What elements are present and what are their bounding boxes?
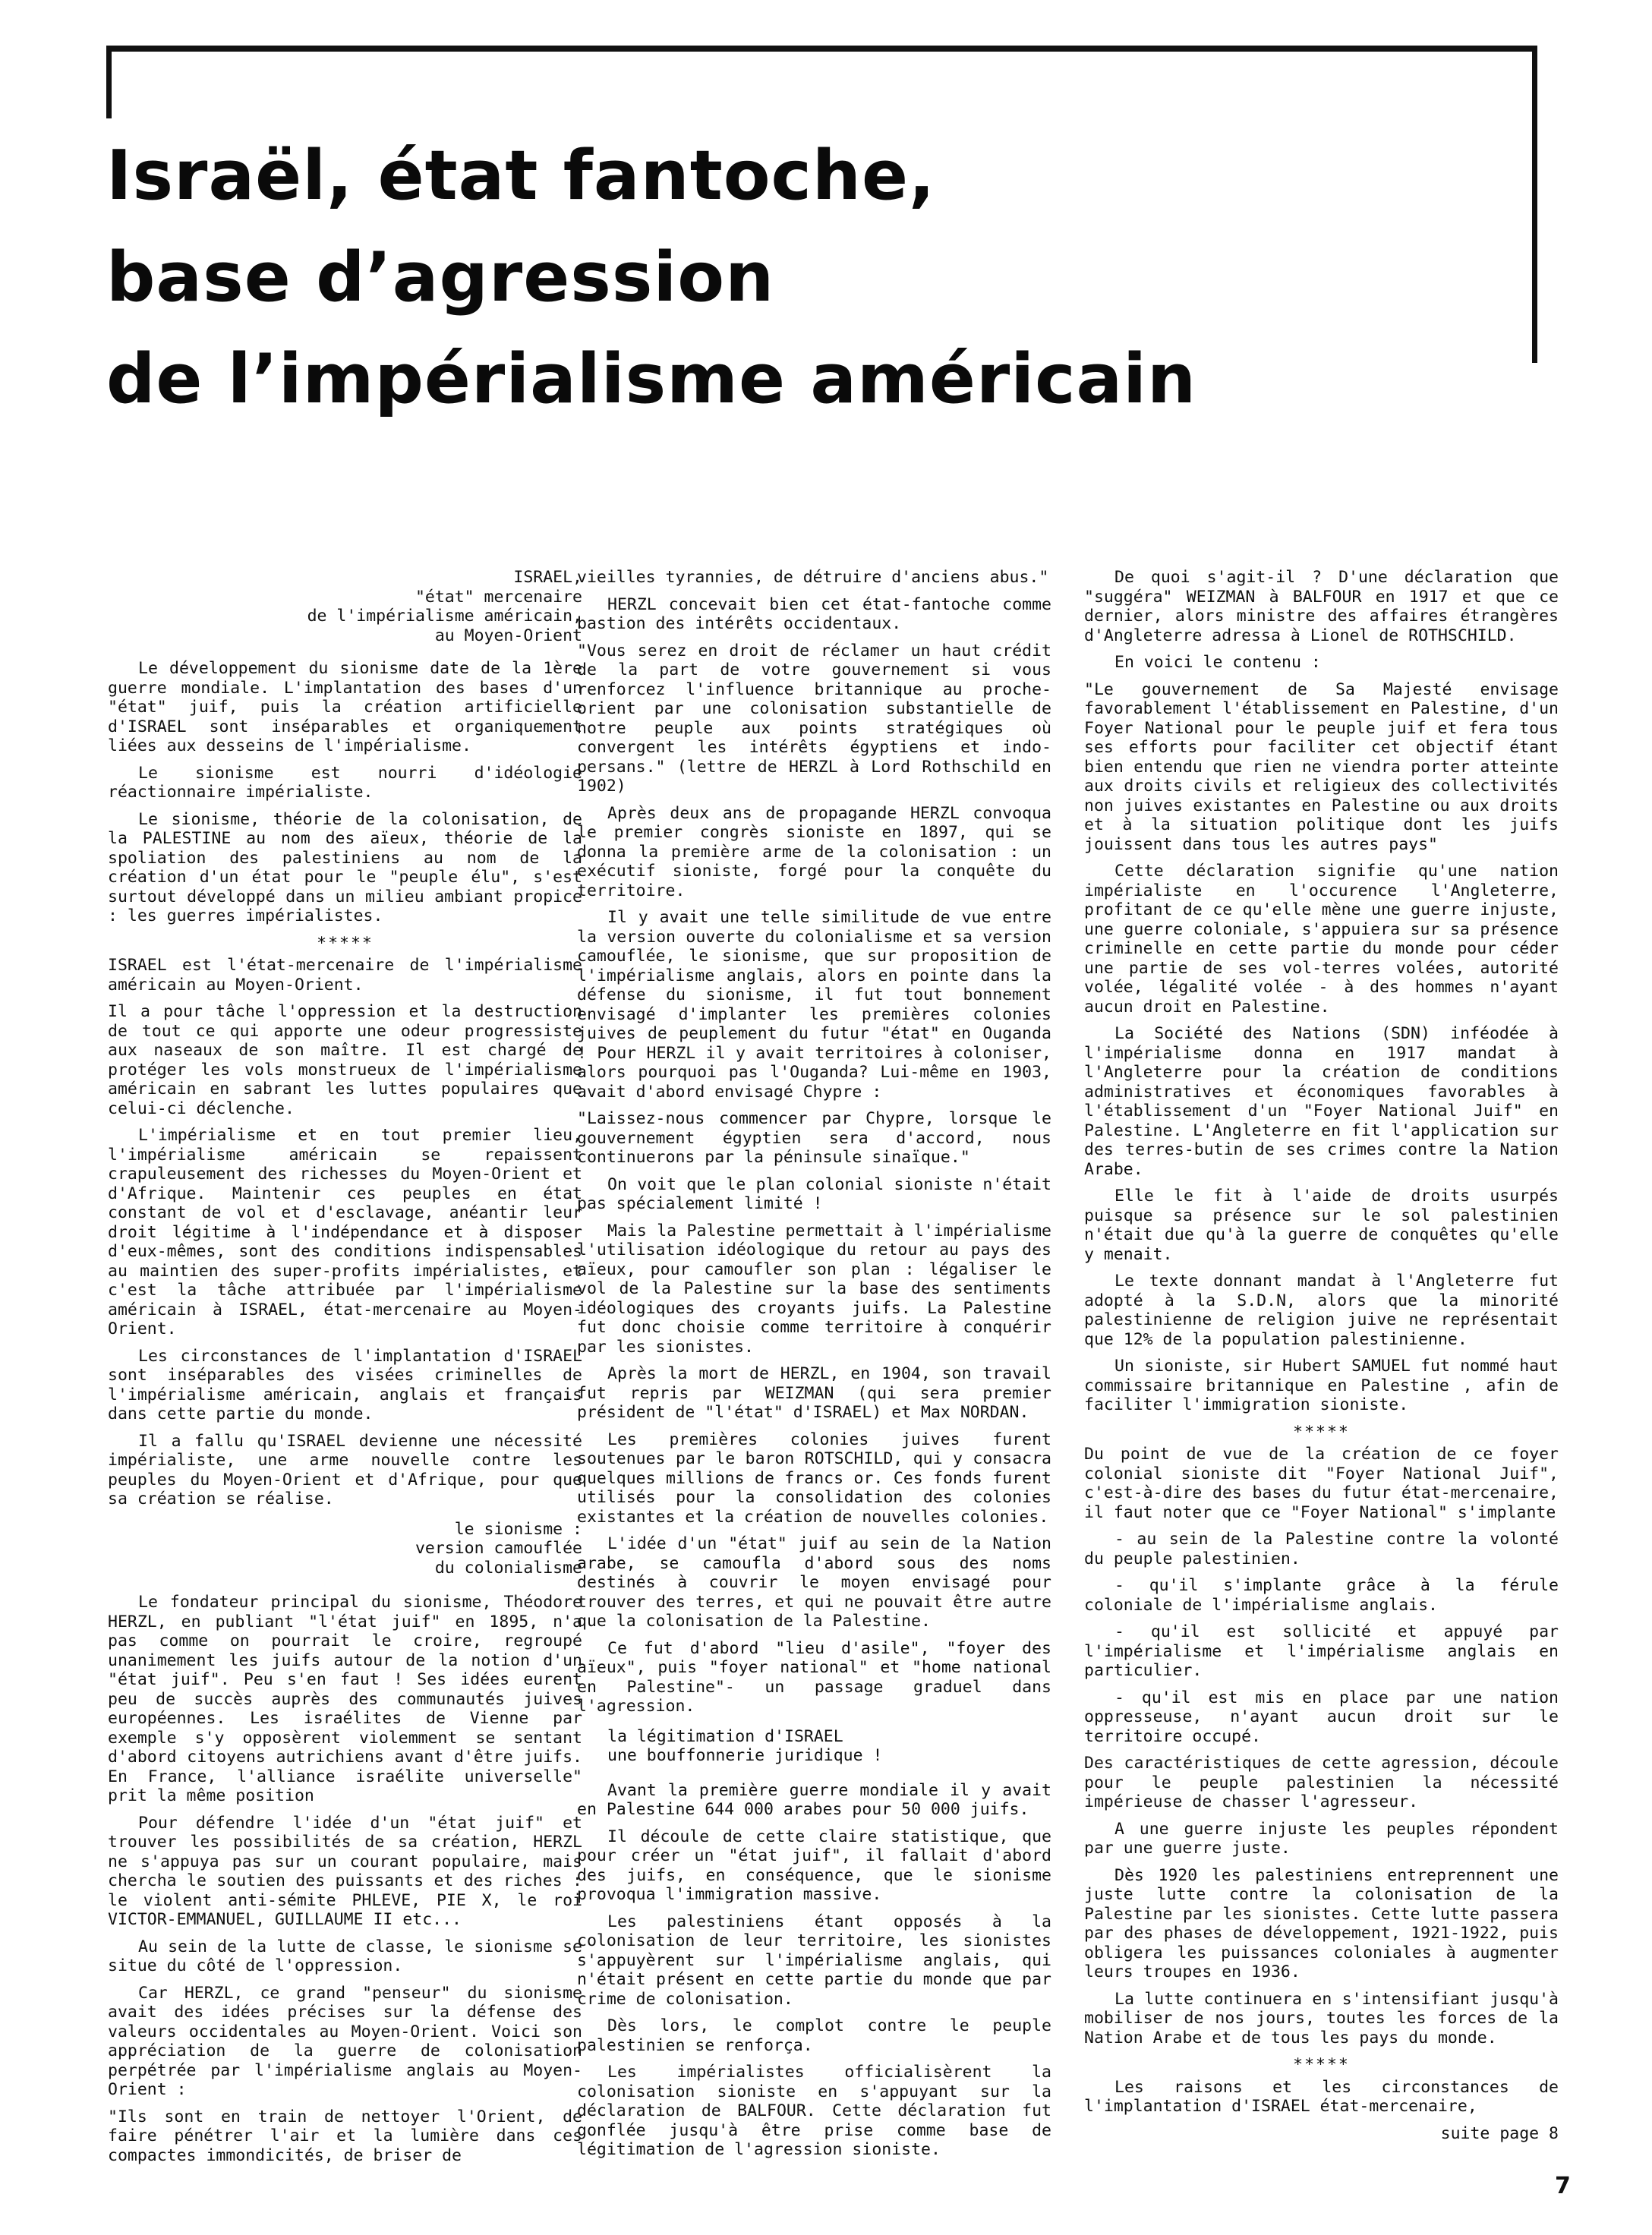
article-headline — [106, 125, 1549, 430]
paragraph: La lutte continuera en s'intensifiant jusqu'à mobiliser de nos jours, toutes les forces de la Nation Arabe et de tous les pays du monde. — [1084, 1989, 1559, 2047]
paragraph: Il découle de cette claire statistique, que pour créer un "état juif", il fallait d'abord des juifs, en conséquence, que le sionisme provoqua l'immigration massive. — [577, 1827, 1051, 1904]
paragraph: Dès lors, le complot contre le peuple palestinien se renforça. — [577, 2016, 1051, 2055]
list-item: - au sein de la Palestine contre la volonté du peuple palestinien. — [1084, 1530, 1559, 1568]
title-frame-left-rule — [106, 46, 112, 118]
paragraph: Le fondateur principal du sionisme, Théodore HERZL, en publiant "l'état juif" en 1895, n'a pas comme on pourrait le croire, regroupé unanimement les juifs autour de la notion d'un "état juif". Peu s'en faut ! Ses idées eurent peu de succès auprès des communautés juives européennes. Les israélites de Vienne par exemple s'y opposèrent violemment se sentant d'abord citoyens autrichiens avant d'être juifs. En France, l'alliance israélite universelle" prit la même position — [108, 1593, 582, 1805]
paragraph: Il a pour tâche l'oppression et la destruction de tout ce qui apporte une odeur progressiste aux naseaux de son maître. Il est chargé de protéger les vols monstrueux de l'impérialisme américain en sabrant les luttes populaires que celui-ci déclenche. — [108, 1002, 582, 1118]
paragraph: Les impérialistes officialisèrent la colonisation sioniste en s'appuyant sur la déclaration de BALFOUR. Cette déclaration fut gonflée jusqu'à être prise comme base de légitimation de l'agression sioniste. — [577, 2063, 1051, 2159]
section-subheading: la légitimation d'ISRAEL une bouffonnerie juridique ! — [607, 1726, 883, 1765]
section-divider: ***** — [1293, 2055, 1350, 2074]
quote-paragraph: "Le gouvernement de Sa Majesté envisage favorablement l'établissement en Palestine, d'un Foyer National pour le peuple juif et fera tous ses efforts pour faciliter cet objectif étant bien entendu que rien ne viendra porter atteinte aux droits civils et religieux des collectivités non juives existantes en Palestine ou aux droits et à la situation politique dont les juifs jouissent dans tous les autres pays" — [1084, 679, 1559, 854]
paragraph: La Société des Nations (SDN) inféodée à l'impérialisme donna en 1917 mandat à l'Angleterre pour la création de conditions administratives et économiques favorables à l'établissement d'un "Foyer National Juif" en Palestine. L'Angleterre en fit l'application sur des terres-butin de ses crimes contre la Nation Arabe. — [1084, 1024, 1559, 1179]
paragraph: Avant la première guerre mondiale il y avait en Palestine 644 000 arabes pour 50 000 juifs. — [577, 1780, 1051, 1819]
headline-line-3: de l’impérialisme américain — [106, 339, 1197, 419]
section-subheading: le sionisme : version camouflée du colonialisme — [415, 1519, 582, 1578]
paragraph: Le sionisme est nourri d'idéologie réactionnaire impérialiste. — [108, 763, 582, 802]
list-item: - qu'il s'implante grâce à la férule coloniale de l'impérialisme anglais. — [1084, 1576, 1559, 1615]
paragraph: Ce fut d'abord "lieu d'asile", "foyer des aïeux", puis "foyer national" et "home national en Palestine"- un passage graduel dans l'agression. — [577, 1638, 1051, 1716]
continued-on-page: suite page 8 — [1440, 2123, 1559, 2143]
paragraph: Pour défendre l'idée d'un "état juif" et trouver les possibilités de sa création, HERZL ne s'appuya pas sur un courant populaire, mais chercha le soutien des puissants et des riches : le violent anti-sémite PHLEVE, PIE X, le roi VICTOR-EMMANUEL, GUILLAUME II etc... — [108, 1813, 582, 1929]
paragraph: Cette déclaration signifie qu'une nation impérialiste en l'occurence l'Angleterre, profitant de ce qu'elle mène une guerre injuste, une guerre coloniale, s'appuiera sur sa présence criminelle en cette partie du monde pour céder une partie de ses vol-terres volées, autorité volée, légalité volée - à des hommes n'ayant aucun droit en Palestine. — [1084, 862, 1559, 1017]
paragraph: L'impérialisme et en tout premier lieu, l'impérialisme américain se repaissent crapuleusement des richesses du Moyen-Orient et d'Afrique. Maintenir ces peuples en état constant de vol et d'esclavage, anéantir leur droit légitime à l'indépendance et à disposer d'eux-mêmes, sont des conditions indispensables au maintien des super-profits impérialistes, et c'est la tâche attribuée par l'impérialisme américain à ISRAEL, état-mercenaire au Moyen-Orient. — [108, 1126, 582, 1338]
paragraph: Elle le fit à l'aide de droits usurpés puisque sa présence sur le sol palestinien n'était due qu'à la guerre de conquêtes qu'elle y menait. — [1084, 1187, 1559, 1264]
paragraph: Mais la Palestine permettait à l'impérialisme l'utilisation idéologique du retour au pays des aïeux, pour camoufler son plan : légaliser le vol de la Palestine sur la base des sentiments idéologiques des croyants juifs. La Palestine fut donc choisie comme territoire à conquérir par les sionistes. — [577, 1221, 1051, 1357]
page-number: 7 — [1555, 2173, 1571, 2199]
paragraph: De quoi s'agit-il ? D'une déclaration que "suggéra" WEIZMAN à BALFOUR en 1917 et que ce dernier, alors ministre des affaires étrangères d'Angleterre adressa à Lionel de ROTHSCHILD. — [1084, 568, 1559, 645]
headline-line-1: Israël, état fantoche, — [106, 136, 936, 216]
paragraph: Les circonstances de l'implantation d'ISRAEL sont inséparables des visées criminelles de l'impérialisme américain, anglais et français dans cette partie du monde. — [108, 1346, 582, 1423]
paragraph: Dès 1920 les palestiniens entreprennent une juste lutte contre la colonisation de la Palestine par les sionistes. Cette lutte passera par des phases de développement, 1921-1922, puis obligera les puissances coloniales à augmenter leurs troupes en 1936. — [1084, 1865, 1559, 1981]
section-heading: ISRAEL, "état" mercenaire de l'impérialisme américain, au Moyen-Orient — [307, 568, 582, 645]
paragraph: Au sein de la lutte de classe, le sionisme se situe du côté de l'oppression. — [108, 1937, 582, 1975]
quote-paragraph: "Vous serez en droit de réclamer un haut crédit de la part de votre gouvernement si vous renforcez l'influence britannique au proche-orient par une colonisation substantielle de notre peuple aux points stratégiques où convergent les intérêts égyptiens et indo-persans." (lettre de HERZL à Lord Rothschild en 1902) — [577, 641, 1051, 796]
paragraph: Un sioniste, sir Hubert SAMUEL fut nommé haut commissaire britannique en Palestine , afin de faciliter l'immigration sioniste. — [1084, 1357, 1559, 1414]
column-1 — [108, 568, 582, 2165]
paragraph: Le texte donnant mandat à l'Angleterre fut adopté à la S.D.N, alors que la minorité palestinienne de religion juive ne représentait que 12% de la population palestinienne. — [1084, 1272, 1559, 1349]
paragraph: Les palestiniens étant opposés à la colonisation de leur territoire, les sionistes s'appuyèrent sur l'impérialisme anglais, qui n'était présent en cette partie du monde que par crime de colonisation. — [577, 1912, 1051, 2009]
paragraph: Les raisons et les circonstances de l'implantation d'ISRAEL état-mercenaire, — [1084, 2077, 1559, 2116]
paragraph: Les premières colonies juives furent soutenues par le baron ROTSCHILD, qui y consacra quelques millions de francs or. Ces fonds furent utilisés pour la consolidation des colonies existantes et la création de nouvelles colonies. — [577, 1430, 1051, 1527]
paragraph: On voit que le plan colonial sioniste n'était pas spécialement limité ! — [577, 1174, 1051, 1213]
paragraph: Des caractéristiques de cette agression, découle pour le peuple palestinien la nécessité impérieuse de chasser l'agresseur. — [1084, 1754, 1559, 1811]
paragraph: Le développement du sionisme date de la 1ère guerre mondiale. L'implantation des bases d'un "état" juif, puis la création artificielle d'ISRAEL sont inséparables et organiquement liées aux desseins de l'impérialisme. — [108, 659, 582, 755]
paragraph: En voici le contenu : — [1114, 653, 1321, 672]
headline-line-2: base d’agression — [106, 238, 775, 317]
list-item: - qu'il est sollicité et appuyé par l'impérialisme et l'impérialisme anglais en particulier. — [1084, 1622, 1559, 1680]
paragraph: L'idée d'un "état" juif au sein de la Nation arabe, se camoufla d'abord sous des noms destinés à couvrir le moyen envisagé pour trouver des terres, et qui ne pouvait être autre que la colonisation de la Palestine. — [577, 1534, 1051, 1631]
quote-paragraph: "Laissez-nous commencer par Chypre, lorsque le gouvernement égyptien sera d'accord, nous continuerons par la péninsule sinaïque." — [577, 1109, 1051, 1167]
paragraph: HERZL concevait bien cet état-fantoche comme bastion des intérêts occidentaux. — [577, 594, 1051, 633]
paragraph: Après la mort de HERZL, en 1904, son travail fut repris par WEIZMAN (qui sera premier président de "l'état" d'ISRAEL) et Max NORDAN. — [577, 1364, 1051, 1422]
column-2 — [577, 568, 1051, 2159]
quote-paragraph: "Ils sont en train de nettoyer l'Orient, de faire pénétrer l'air et la lumière dans ces compactes immondicités, de briser de — [108, 2107, 582, 2165]
paragraph: A une guerre injuste les peuples répondent par une guerre juste. — [1084, 1819, 1559, 1858]
list-item: - qu'il est mis en place par une nation oppresseuse, n'ayant aucun droit sur le territoire occupé. — [1084, 1688, 1559, 1746]
paragraph: Car HERZL, ce grand "penseur" du sionisme avait des idées précises sur la défense des valeurs occidentales au Moyen-Orient. Voici son appréciation de la guerre de colonisation perpétrée par l'impérialisme anglais au Moyen-Orient : — [108, 1983, 582, 2099]
section-divider: ***** — [317, 933, 374, 953]
paragraph: Après deux ans de propagande HERZL convoqua le premier congrès sioniste en 1897, qui se donna la première arme de la colonisation : un exécutif sioniste, forgé pour la conquête du territoire. — [577, 803, 1051, 900]
paragraph: Le sionisme, théorie de la colonisation, de la PALESTINE au nom des aïeux, théorie de la spoliation des palestiniens au nom de la création d'un état pour le "peuple élu", s'est surtout développé dans un milieu ambiant propice : les guerres impérialistes. — [108, 809, 582, 925]
paragraph: Il y avait une telle similitude de vue entre la version ouverte du colonialisme et sa version camouflée, le sionisme, que sur proposition de l'impérialisme anglais, alors en pointe dans la défense du sionisme, il fut tout bonnement envisagé d'implanter les premières colonies juives de peuplement du futur "état" en Ouganda ! Pour HERZL il y avait territoires à coloniser, alors pourquoi pas l'Ouganda? Lui-même en 1903, avait d'abord envisagé Chypre : — [577, 908, 1051, 1102]
paragraph: ISRAEL est l'état-mercenaire de l'impérialisme américain au Moyen-Orient. — [108, 956, 582, 995]
quote-paragraph: vieilles tyrannies, de détruire d'anciens abus." — [577, 568, 1049, 587]
paragraph: Il a fallu qu'ISRAEL devienne une nécessité impérialiste, une arme nouvelle contre les peuples du Moyen-Orient et d'Afrique, pour que sa création se réalise. — [108, 1431, 582, 1508]
title-frame-top-rule — [106, 46, 1537, 52]
section-divider: ***** — [1293, 1422, 1350, 1442]
column-3 — [1084, 568, 1559, 2147]
paragraph: Du point de vue de la création de ce foyer colonial sioniste dit "Foyer National Juif", c'est-à-dire des bases du futur état-mercenaire, il faut noter que ce "Foyer National" s'implante — [1084, 1445, 1559, 1522]
